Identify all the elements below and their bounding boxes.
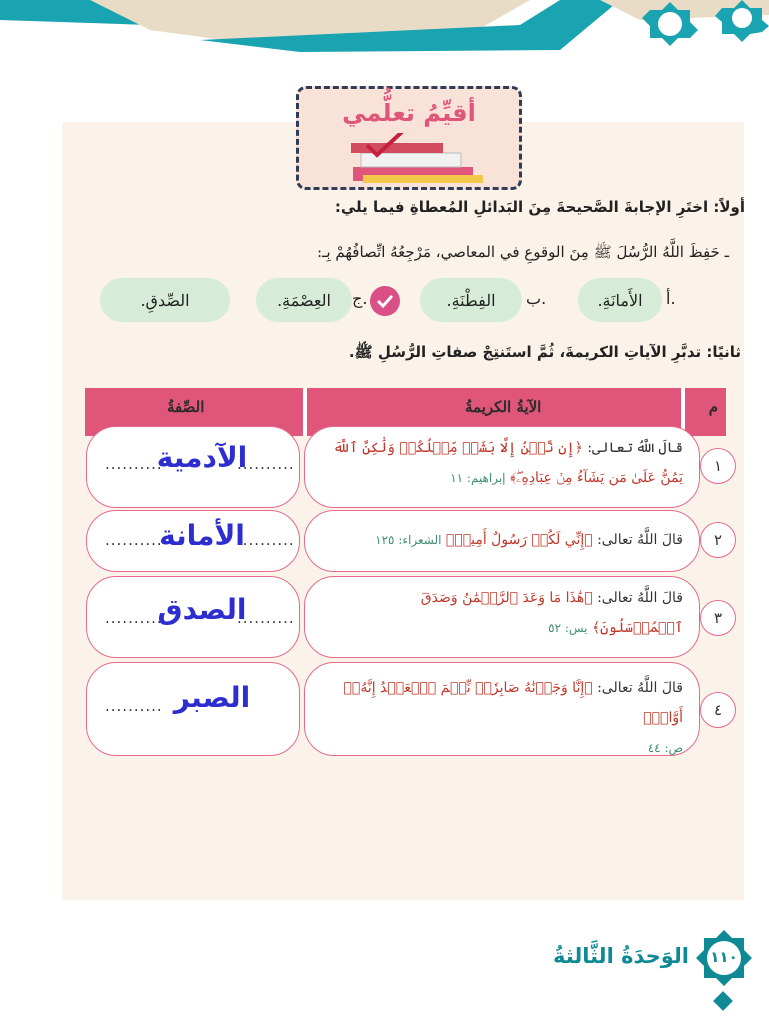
option-d[interactable]: [100, 278, 230, 322]
verse-line-2: يَمُنُّ عَلَىٰ مَن يَشَآءُ مِنۡ عِبَادِهِۦۖ﴾: [509, 470, 683, 486]
handwritten-answer: الصبر: [173, 681, 251, 714]
question-stem: ـ حَفِظَ اللَّهُ الرُّسُلَ ﷺ مِنَ الوقوعِ في المعاصي، مَرْجِعُهُ اتِّصافُهُمْ بِـ:: [316, 243, 729, 261]
checkmark-icon: [370, 286, 400, 316]
verse-line-1: ﴿هَٰذَا مَا وَعَدَ ٱلرَّحۡمَٰنُ وَصَدَقَ: [420, 590, 593, 606]
option-d-label: الصِّدقِ.: [140, 290, 190, 310]
verse-reference: ص: ٤٤: [647, 741, 683, 755]
verse-line-1: ﴿إِنَّا وَجَدۡنَٰهُ صَابِرٗاۚ نِّعۡمَ ٱلۡعَبۡدُ إِنَّهُۥٓ أَوَّابٞ﴾: [343, 680, 683, 726]
verse-text: [333, 433, 683, 493]
diamond-ornament-icon: [713, 991, 733, 1011]
option-a-label: الأَمانَةِ.: [597, 290, 643, 310]
star-ornament-icon: [640, 0, 700, 46]
verse-line-1: ﴿إِنِّي لَكُمۡ رَسُولٌ أَمِينٞ﴾: [445, 532, 593, 548]
answer-dots: ..........: [105, 609, 163, 627]
answer-dots: ..........: [237, 609, 295, 627]
answer-dots: ..........: [237, 531, 295, 549]
handwritten-answer: الآدمية: [156, 441, 248, 474]
option-c-label: العِصْمَةِ.: [277, 290, 331, 310]
table-row-verse: [304, 426, 700, 508]
option-b[interactable]: [420, 278, 522, 322]
page-number: ١١٠: [710, 948, 738, 966]
verse-intro: قالَ اللَّهُ تعالى:: [597, 590, 683, 606]
attribute-answer-field[interactable]: [86, 576, 300, 658]
section-two-title: ثانيًا: تدبَّرِ الآياتِ الكريمةَ، ثُمَّ استَنتِجْ صفاتِ الرُّسُلِ ﷺ.: [348, 343, 741, 361]
verse-reference: الشعراء: ١٢٥: [375, 533, 442, 547]
verse-text: [421, 583, 683, 643]
section-one-title: أولاً: اختَرِ الإجابةَ الصَّحيحةَ مِنَ البَدائلِ المُعطاةِ فيما يلي:: [334, 198, 745, 216]
answer-dots: ..........: [105, 531, 163, 549]
option-b-letter: ب.: [526, 289, 547, 308]
header-attribute: الصِّفةُ: [167, 398, 205, 416]
row-number: ٤: [700, 692, 736, 728]
verse-text: [375, 525, 683, 555]
table-row-verse: [304, 662, 700, 756]
unit-title: الوَحدَةُ الثَّالثةُ: [553, 944, 689, 968]
row-number: ٢: [700, 522, 736, 558]
option-a[interactable]: [578, 278, 662, 322]
attribute-answer-field[interactable]: [86, 426, 300, 508]
option-c-letter: ج.: [352, 289, 368, 308]
row-number: ١: [700, 448, 736, 484]
row-number: ٣: [700, 600, 736, 636]
table-row-verse: [304, 576, 700, 658]
table-row-verse: [304, 510, 700, 572]
verse-text: [305, 673, 683, 763]
attribute-answer-field[interactable]: [86, 510, 300, 572]
answer-dots: ..........: [237, 455, 295, 473]
answer-dots: ..........: [105, 697, 163, 715]
handwritten-answer: الصدق: [157, 593, 247, 626]
header-num: م: [708, 398, 718, 416]
option-a-letter: أ.: [666, 289, 676, 308]
verse-intro: قالَ اللَّهُ تعالى:: [597, 680, 683, 696]
header-verse: الآيةُ الكريمةُ: [465, 398, 542, 416]
star-ornament-icon: [714, 0, 769, 42]
option-c[interactable]: [256, 278, 352, 322]
badge-title: أقيِّمُ تعلُّمي: [342, 99, 476, 127]
verse-reference: يس: ٥٢: [548, 621, 588, 635]
verse-intro: قالَ اللَّهُ تعالى:: [587, 440, 683, 456]
attribute-answer-field[interactable]: [86, 662, 300, 756]
answer-dots: ..........: [105, 455, 163, 473]
books-icon: [343, 133, 483, 187]
verse-line-1: ﴿إِن نَّحۡنُ إِلَّا بَشَرٞ مِّثۡلُكُمۡ وَلَٰكِنَّ ٱللَّهَ: [333, 440, 583, 456]
option-b-label: الفِطْنَةِ.: [446, 290, 496, 310]
page-number-badge: [696, 930, 752, 986]
verse-line-2: ٱلۡمُرۡسَلُونَ﴾: [591, 620, 683, 636]
handwritten-answer: الأمانة: [159, 519, 245, 552]
verse-intro: قالَ اللَّهُ تعالى:: [597, 532, 683, 548]
verse-reference: إبراهيم: ١١: [450, 471, 506, 485]
assessment-badge: [296, 86, 522, 190]
